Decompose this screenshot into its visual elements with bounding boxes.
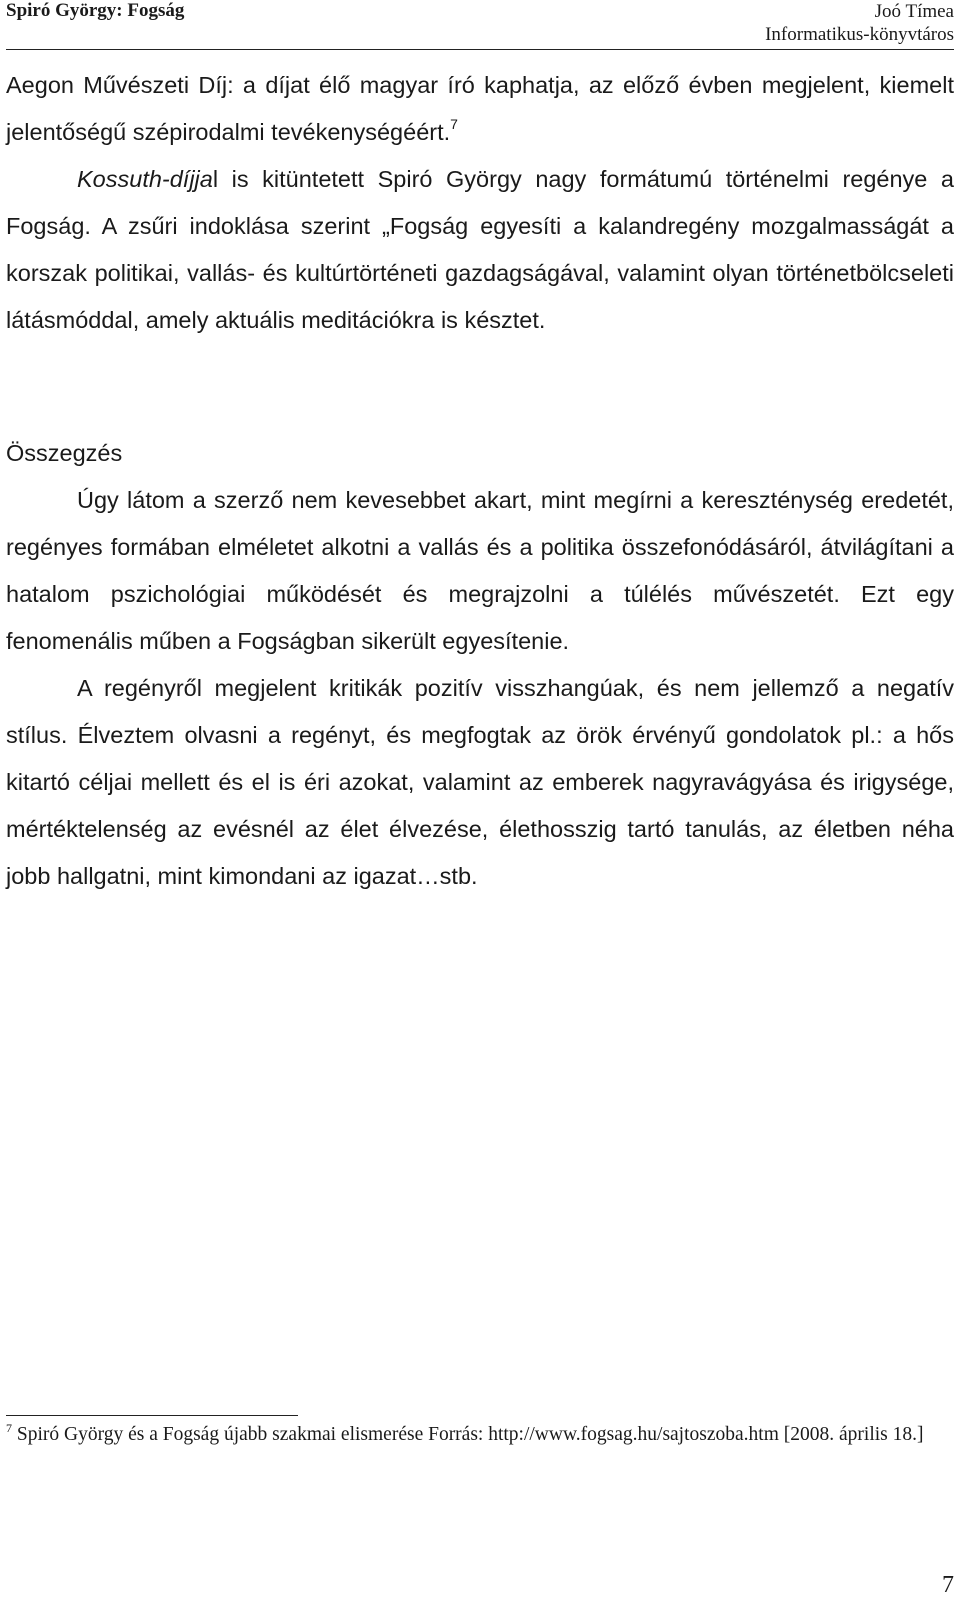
footnote <box>6 1422 954 1448</box>
footnote-reference[interactable]: 7 <box>450 116 458 132</box>
page-header <box>0 0 960 50</box>
footnote-number: 7 <box>6 1421 12 1435</box>
summary-paragraph-2: A regényről megjelent kritikák pozitív visszhangúak, és nem jellemző a negatív stílus. Élveztem olvasni a regényt, és megfogtak az örök érvényű gondolatok pl.: a hős kitartó céljai mellett és el is éri azokat, valamint az emberek nagyravágyása és irigysége, mértéktelenség az evésnél az élet élvezése, élethosszig tartó tanulás, az életben néha jobb hallgatni, mint kimondani az igazat…stb. <box>6 675 954 889</box>
summary-section <box>6 477 954 900</box>
intro-paragraph-1-text: Aegon Művészeti Díj: a díjat élő magyar író kaphatja, az előző évben megjelent, kiemelt jelentőségű szépirodalmi tevékenységéért. <box>6 72 954 145</box>
intro-paragraph-2 <box>6 156 954 344</box>
header-title: Spiró György: Fogság <box>6 0 185 21</box>
intro-paragraph-1 <box>6 62 954 156</box>
page-number: 7 <box>942 1572 954 1598</box>
section-heading: Összegzés <box>6 440 123 466</box>
header-author-role: Informatikus-könyvtáros <box>765 24 954 45</box>
header-author-name: Joó Tímea <box>874 1 954 22</box>
header-divider <box>6 49 954 50</box>
intro-section <box>6 62 954 344</box>
intro-paragraph-2-text: l is kitüntetett Spiró György nagy formátumú történelmi regénye a Fogság. A zsűri indoklása szerint „Fogság egyesíti a kalandregény mozgalmasságát a korszak politikai, vallás- és kultúrtörténeti gazdagságával, valamint olyan történetbölcseleti látásmóddal, amely aktuális meditációkra is késztet. <box>6 166 954 333</box>
header-author <box>765 0 954 46</box>
kossuth-prize-term: Kossuth-díjja <box>77 166 213 192</box>
summary-paragraph-1: Úgy látom a szerző nem kevesebbet akart, mint megírni a kereszténység eredetét, regényes formában elméletet alkotni a vallás és a politika összefonódásáról, átvilágítani a hatalom pszichológiai működését és megrajzolni a túlélés művészetét. Ezt egy fenomenális műben a Fogságban sikerült egyesítenie. <box>6 487 954 654</box>
footnote-separator <box>6 1415 298 1416</box>
footnote-text: Spiró György és a Fogság újabb szakmai elismerése Forrás: http://www.fogsag.hu/sajtoszoba.htm [2008. április 18.] <box>16 1424 924 1445</box>
